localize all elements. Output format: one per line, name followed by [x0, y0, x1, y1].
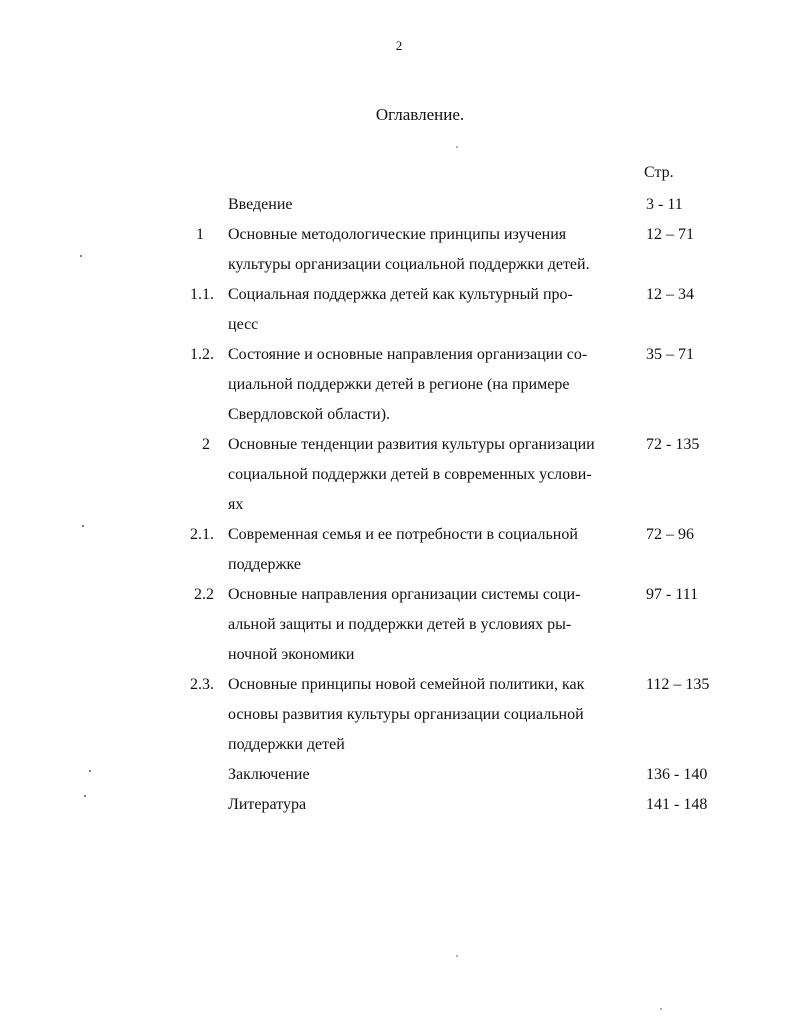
- entry-number: 2.1.: [190, 526, 214, 543]
- entry-line: Свердловской области).: [228, 406, 391, 423]
- entry-line: альной защиты и поддержки детей в условиях ры-: [228, 616, 572, 633]
- toc-entry-chapter-1: [0, 220, 798, 280]
- scan-speck: [660, 1008, 662, 1010]
- toc-entry-conclusion: [0, 760, 798, 790]
- entry-line: основы развития культуры организации социальной: [228, 706, 584, 723]
- entry-line: цесс: [228, 316, 259, 333]
- entry-line: поддержки детей: [228, 736, 345, 753]
- entry-pages: 12 – 71: [646, 226, 694, 243]
- toc-title: Оглавление.: [375, 105, 465, 124]
- scan-speck: [456, 146, 458, 148]
- entry-line: культуры организации социальной поддержки детей.: [228, 256, 590, 273]
- toc-entry-introduction: [0, 190, 798, 220]
- scan-speck: [89, 770, 91, 772]
- entry-line: Современная семья и ее потребности в социальной: [228, 526, 578, 543]
- entry-line: ночной экономики: [228, 646, 355, 663]
- scan-speck: [456, 955, 458, 957]
- entry-number: 2.2: [194, 586, 214, 603]
- entry-number: 1.2.: [190, 346, 214, 363]
- entry-line: Основные тенденции развития культуры организации: [228, 436, 595, 453]
- entry-number: 2: [202, 436, 210, 453]
- scan-speck: [80, 255, 82, 257]
- entry-pages: 72 - 135: [646, 436, 700, 453]
- entry-number: 1: [196, 226, 204, 243]
- entry-line: поддержке: [228, 556, 302, 573]
- entry-pages: 3 - 11: [646, 196, 683, 213]
- toc-entry-section-1-2: [0, 340, 798, 430]
- entry-line: Заключение: [228, 766, 310, 783]
- entry-line: циальной поддержки детей в регионе (на примере: [228, 376, 570, 393]
- entry-line: ях: [228, 496, 244, 513]
- entry-line: Основные методологические принципы изучения: [228, 226, 567, 243]
- entry-number: 1.1.: [190, 286, 214, 303]
- toc-entry-chapter-2: [0, 430, 798, 520]
- entry-line: Основные направления организации системы соци-: [228, 586, 581, 603]
- entry-pages: 72 – 96: [646, 526, 694, 543]
- entry-line: Социальная поддержка детей как культурный про-: [228, 286, 573, 303]
- entry-line: Основные принципы новой семейной политики, как: [228, 676, 585, 693]
- entry-pages: 97 - 111: [646, 586, 699, 603]
- entry-line: социальной поддержки детей в современных услови-: [228, 466, 592, 483]
- entry-line: Введение: [228, 196, 293, 213]
- toc-entry-section-2-3: [0, 670, 798, 760]
- entry-pages: 136 - 140: [646, 766, 708, 783]
- page-column-header: Стр.: [644, 164, 674, 181]
- entry-line: Литература: [228, 796, 307, 813]
- entry-line: Состояние и основные направления организации со-: [228, 346, 588, 363]
- entry-pages: 141 - 148: [646, 796, 708, 813]
- entry-number: 2.3.: [190, 676, 214, 693]
- toc-entry-section-1-1: [0, 280, 798, 340]
- toc-entry-section-2-1: [0, 520, 798, 580]
- toc-entry-section-2-2: [0, 580, 798, 670]
- table-of-contents: [0, 190, 798, 820]
- entry-pages: 35 – 71: [646, 346, 694, 363]
- toc-entry-bibliography: [0, 790, 798, 820]
- scan-speck: [84, 795, 86, 797]
- entry-pages: 112 – 135: [646, 676, 710, 693]
- entry-pages: 12 – 34: [646, 286, 694, 303]
- page-number: 2: [395, 38, 403, 53]
- scan-speck: [82, 525, 84, 527]
